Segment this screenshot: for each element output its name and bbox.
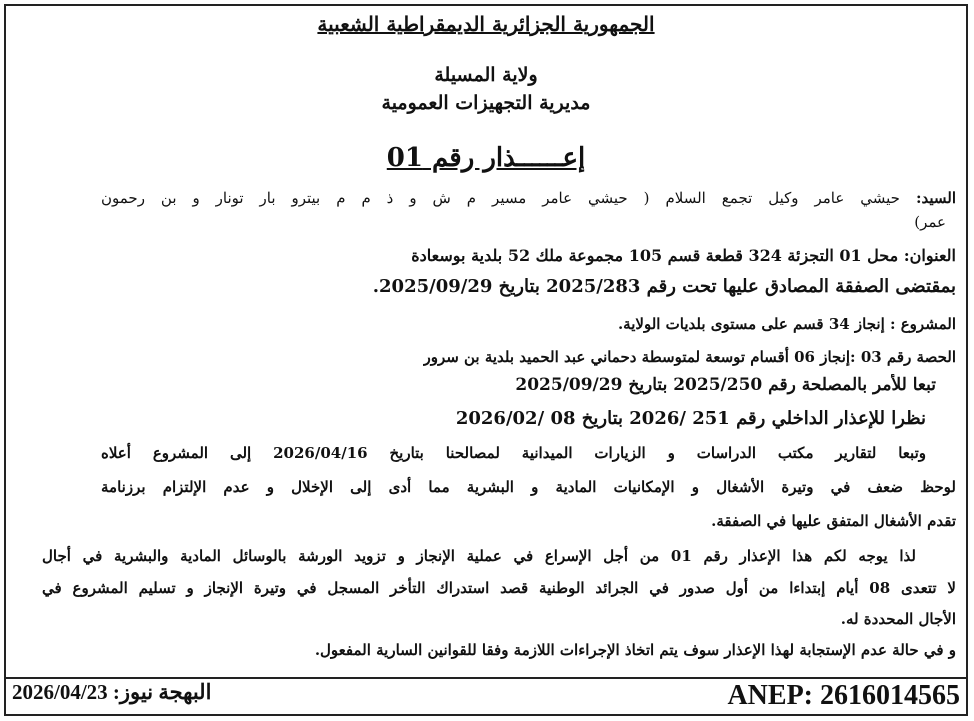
newspaper-stamp: البهجة نيوز: 2026/04/23 bbox=[12, 680, 212, 704]
anep-reference: ANEP: 2616014565 bbox=[727, 680, 960, 711]
internal-notice-line: نظرا للإعذار الداخلي رقم 251 /2026 بتاريخ 08 /2026/02 bbox=[455, 408, 926, 429]
recipient-line bbox=[101, 187, 956, 209]
notice-title: إعــــــذار رقم 01 bbox=[386, 143, 586, 173]
reports-line-1: وتبعا لتقارير مكتب الدراسات و الزيارات الميدانية لمصالحنا بتاريخ 2026/04/16 إلى المشروع أعلاه bbox=[101, 444, 926, 462]
reports-line-3: تقدم الأشغال المتفق عليها في الصفقة. bbox=[711, 512, 956, 530]
directive-line-1: لذا يوجه لكم هذا الإعذار رقم 01 من أجل الإسراع في عملية الإنجاز و تزويد الورشة بالوسائل المادية والبشرية في أجال bbox=[42, 547, 916, 565]
recipient-label: السيد: bbox=[915, 189, 956, 207]
reports-line-2: لوحظ ضعف في وتيرة الأشغال و الإمكانيات المادية و البشرية مما أدى إلى الإخلال و عدم الإلتزام برزنامة bbox=[101, 478, 956, 496]
service-order-line: تبعا للأمر بالمصلحة رقم 2025/250 بتاريخ 2025/09/29 bbox=[515, 375, 936, 395]
project-line: المشروع : إنجاز 34 قسم على مستوى بلديات الولاية. bbox=[617, 315, 956, 333]
directive-line-2: لا تتعدى 08 أيام إبتداءا من أول صدور في الجرائد الوطنية قصد استدراك التأخر المسجل في وتيرة الإنجاز و تسليم المشروع في bbox=[42, 579, 956, 597]
directive-line-3: الأجال المحددة له. bbox=[840, 610, 956, 628]
closing-line: و في حالة عدم الإستجابة لهذا الإعذار سوف يتم اتخاذ الإجراءات اللازمة وفقا للقوانين السارية المفعول. bbox=[314, 641, 956, 659]
wilaya-heading: ولاية المسيلة bbox=[434, 64, 538, 86]
lot-line: الحصة رقم 03 :إنجاز 06 أقسام توسعة لمتوسطة دحماني عبد الحميد بلدية بن سرور bbox=[423, 348, 956, 366]
recipient-name: حيشي عامر وكيل تجمع السلام ( حيشي عامر مسير م ش و ذ م م بيترو بار تونار و بن رحمون bbox=[101, 189, 900, 207]
contract-reference: بمقتضى الصفقة المصادق عليها تحت رقم 2025/283 بتاريخ 2025/09/29. bbox=[372, 276, 956, 297]
footer-divider bbox=[6, 677, 966, 679]
address-line: العنوان: محل 01 التجزئة 324 قطعة قسم 105 مجموعة ملك 52 بلدية بوسعادة bbox=[411, 246, 956, 265]
legal-notice-page bbox=[4, 4, 968, 716]
recipient-name-cont: عمر) bbox=[914, 213, 946, 231]
republic-heading: الجمهورية الجزائرية الديمقراطية الشعبية bbox=[317, 12, 655, 36]
directorate-heading: مديرية التجهيزات العمومية bbox=[381, 92, 591, 114]
